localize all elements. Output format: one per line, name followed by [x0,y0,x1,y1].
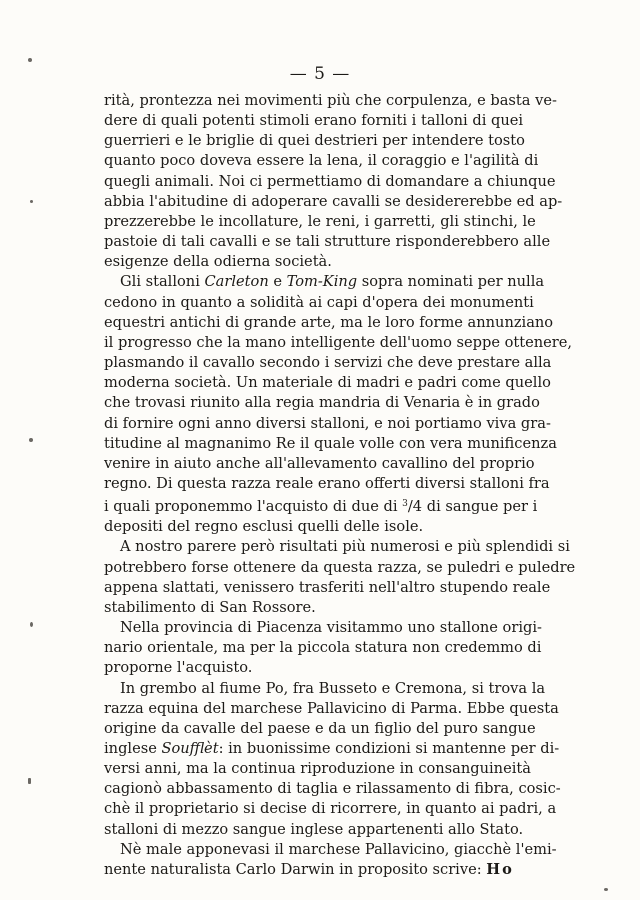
horse-name-tom-king: Tom-King [286,273,358,291]
text-line: versi anni, ma la continua riproduzione in consanguineità [104,760,531,778]
text-line [104,272,545,292]
text-line: quanto poco doveva essere la lena, il coraggio e l'agilità di [104,152,539,170]
paragraph-1 [104,91,563,272]
text-line: appena slattati, venissero trasferiti nell'altro stupendo reale [104,578,551,596]
text-line: A nostro parere però risultati più numerosi e più splendidi si [120,538,570,556]
scan-speck [28,58,32,62]
text-line: stalloni di mezzo sangue inglese appartenenti allo Stato. [104,820,524,838]
paragraph-2 [104,272,573,537]
text-line: razza equina del marchese Pallavicino di Parma. Ebbe questa [104,699,559,717]
text-span: di sangue per i [422,498,538,516]
text-line: venire in aiuto anche all'allevamento cavallino del proprio [104,454,535,472]
text-span: sopra nominati per nulla [357,273,545,291]
text-line: di fornire ogni anno diversi stalloni, e noi portiamo viva gra- [104,414,551,432]
scan-speck [28,778,31,784]
text-line: equestri antichi di grande arte, ma le loro forme annunziano [104,313,554,331]
text-line: che trovasi riunito alla regia mandria di Venaria è in grado [104,394,540,412]
text-line: pastoie di tali cavalli e se tali strutture risponderebbero alle [104,233,551,251]
page-number: — 5 — [289,64,351,84]
text-span: : in buonissime condizioni si mantenne per di- [218,740,560,757]
text-line: stabilimento di San Rossore. [104,598,316,616]
text-line: abbia l'abitudine di adoperare cavalli se desidererebbe ed ap- [104,192,563,210]
text-span: inglese [104,740,162,757]
scan-speck [30,622,33,627]
text-line: moderna società. Un materiale di madri e padri come quello [104,374,551,392]
scan-speck [29,438,33,442]
text-line: nario orientale, ma per la piccola statura non credemmo di [104,639,542,657]
text-line: titudine al magnanimo Re il quale volle con vera munificenza [104,434,557,452]
text-line: proporne l'acquisto. [104,659,253,677]
text-line: prezzerebbe le incollature, le reni, i garretti, gli stinchi, le [104,212,536,230]
horse-name-soufflet: Soufflèt [161,740,219,757]
text-line [104,494,538,517]
text-line: potrebbero forse ottenere da questa razza, se puledri e puledre [104,558,576,576]
bold-word: Ho [486,860,514,878]
text-line: chè il proprietario si decise di ricorrere, in quanto ai padri, a [104,800,557,818]
paragraph-4 [104,618,542,678]
text-line [104,860,514,880]
scan-speck [30,200,33,203]
fraction-denominator: /4 [407,498,423,516]
text-line: dere di quali potenti stimoli erano forniti i talloni di quei [104,112,524,130]
text-line: cagionò abbassamento di taglia e rilassamento di fibra, cosic- [104,780,561,798]
text-span: e [268,273,287,291]
text-line: guerrieri e le briglie di quei destrieri per intendere tosto [104,132,525,150]
text-line: Nè male apponevasi il marchese Pallavicino, giacchè l'emi- [120,840,557,858]
body-text [104,91,576,880]
text-line: Nella provincia di Piacenza visitammo uno stallone origi- [120,619,542,637]
text-line: quegli animali. Noi ci permettiamo di domandare a chiunque [104,172,556,190]
text-span: nente naturalista Carlo Darwin in proposito scrive: [104,860,487,878]
text-span: i quali proponemmo l'acquisto di due di [104,498,403,516]
text-line: rità, prontezza nei movimenti più che corpulenza, e basta ve- [104,92,557,109]
text-line: cedono in quanto a solidità ai capi d'opera dei monumenti [104,293,534,311]
text-line: il progresso che la mano intelligente dell'uomo seppe ottenere, [104,333,573,351]
text-line: esigenze della odierna società. [104,253,332,271]
text-line: regno. Di questa razza reale erano offerti diversi stalloni fra [104,474,550,492]
paragraph-3 [104,537,576,618]
text-line [104,739,560,759]
text-line: depositi del regno esclusi quelli delle isole. [104,518,424,536]
paragraph-6 [104,840,557,880]
horse-name-carleton: Carleton [204,273,269,291]
text-line: origine da cavalle del paese e da un figlio del puro sangue [104,719,536,737]
text-line: plasmando il cavallo secondo i servizi che deve prestare alla [104,354,552,372]
scan-speck [604,888,608,891]
paragraph-5 [104,679,561,840]
text-line: In grembo al fiume Po, fra Busseto e Cremona, si trova la [120,679,546,697]
text-span: Gli stalloni [120,273,205,291]
fraction-numerator: 3 [402,499,408,510]
